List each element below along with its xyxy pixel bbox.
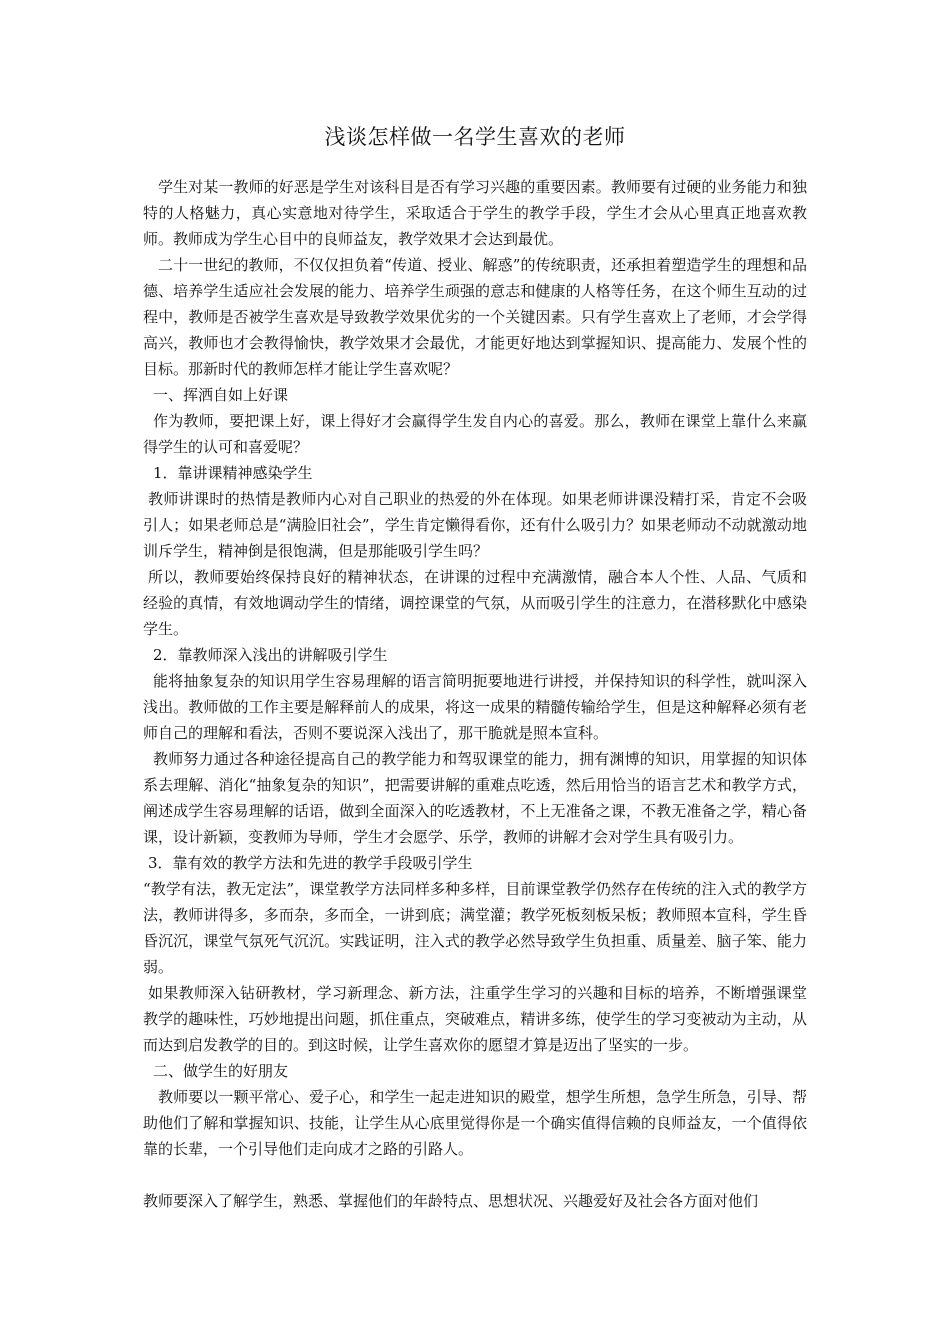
paragraph-background: 二十一世纪的教师，不仅仅担负着“传道、授业、解惑”的传统职责，还承担着塑造学生的理想和品德、培养学生适应社会发展的能力、培养学生顽强的意志和健康的人格等任务，在这个师生互动的过程中，教师是否被学生喜欢是导致教学效果优劣的一个关键因素。只有学生喜欢上了老师，才会学得高兴，教师也才会教得愉快，教学效果才会最优，才能更好地达到掌握知识、提高能力、发展个性的目标。那新时代的教师怎样才能让学生喜欢呢？ [143,256,807,378]
subheading-1-1: 1．靠讲课精神感染学生 [153,464,313,482]
subheading-1-3: 3．靠有效的教学方法和先进的教学手段吸引学生 [148,854,473,872]
paragraph-intro: 学生对某一教师的好恶是学生对该科目是否有学习兴趣的重要因素。教师要有过硬的业务能力和独特的人格魅力，真心实意地对待学生，采取适合于学生的教学手段，学生才会从心里真正地喜欢教师。教师成为学生心目中的良师益友，教学效果才会达到最优。 [143,178,807,248]
section-heading-2: 二、做学生的好朋友 [153,1062,289,1080]
section-heading-1: 一、挥洒自如上好课 [153,386,289,404]
subheading-1-2: 2．靠教师深入浅出的讲解吸引学生 [153,646,388,664]
paragraph-1-2-b: 教师努力通过各种途径提高自己的教学能力和驾驭课堂的能力，拥有渊博的知识，用掌握的知识体系去理解、消化“抽象复杂的知识”，把需要讲解的重难点吃透，然后用恰当的语言艺术和教学方式，阐述成学生容易理解的话语，做到全面深入的吃透教材，不上无准备之课，不教无准备之学，精心备课，设计新颖，变教师为导师，学生才会愿学、乐学，教师的讲解才会对学生具有吸引力。 [143,750,807,846]
document-body [143,174,807,1214]
paragraph-1-1-b: 所以，教师要始终保持良好的精神状态，在讲课的过程中充满激情，融合本人个性、人品、气质和经验的真情，有效地调动学生的情绪，调控课堂的气氛，从而吸引学生的注意力，在潜移默化中感染学生。 [143,568,807,638]
paragraph-2-a: 教师要以一颗平常心、爱子心，和学生一起走进知识的殿堂，想学生所想，急学生所急，引导、帮助他们了解和掌握知识、技能，让学生从心底里觉得你是一个确实值得信赖的良师益友，一个值得依靠的长辈，一个引导他们走向成才之路的引路人。 [143,1088,807,1158]
paragraph-1-1-a: 教师讲课时的热情是教师内心对自己职业的热爱的外在体现。如果老师讲课没精打采，肯定不会吸引人；如果老师总是“满脸旧社会”，学生肯定懒得看你，还有什么吸引力？如果老师动不动就激动地训斥学生，精神倒是很饱满，但是那能吸引学生吗？ [143,490,807,560]
paragraph-1-3-a: “教学有法，教无定法”，课堂教学方法同样多种多样，目前课堂教学仍然存在传统的注入式的教学方法，教师讲得多，多而杂，多而全，一讲到底；满堂灌；教学死板刻板呆板；教师照本宣科，学生昏昏沉沉，课堂气氛死气沉沉。实践证明，注入式的教学必然导致学生负担重、质量差、脑子笨、能力弱。 [143,880,807,976]
paragraph-2-b: 教师要深入了解学生，熟悉、掌握他们的年龄特点、思想状况、兴趣爱好及社会各方面对他们 [143,1192,759,1210]
paragraph-1-3-b: 如果教师深入钻研教材，学习新理念、新方法，注重学生学习的兴趣和目标的培养，不断增强课堂教学的趣味性，巧妙地提出问题，抓住重点，突破难点，精讲多练，使学生的学习变被动为主动，从而达到启发教学的目的。到这时候，让学生喜欢你的愿望才算是迈出了坚实的一步。 [143,984,807,1054]
document-title: 浅谈怎样做一名学生喜欢的老师 [324,125,626,149]
paragraph-section-1-intro: 作为教师，要把课上好，课上得好才会赢得学生发自内心的喜爱。那么，教师在课堂上靠什么来赢得学生的认可和喜爱呢？ [143,412,807,456]
paragraph-1-2-a: 能将抽象复杂的知识用学生容易理解的语言简明扼要地进行讲授，并保持知识的科学性，就叫深入浅出。教师做的工作主要是解释前人的成果，将这一成果的精髓传输给学生，但是这种解释必须有老师自己的理解和看法，否则不要说深入浅出了，那干脆就是照本宣科。 [143,672,807,742]
